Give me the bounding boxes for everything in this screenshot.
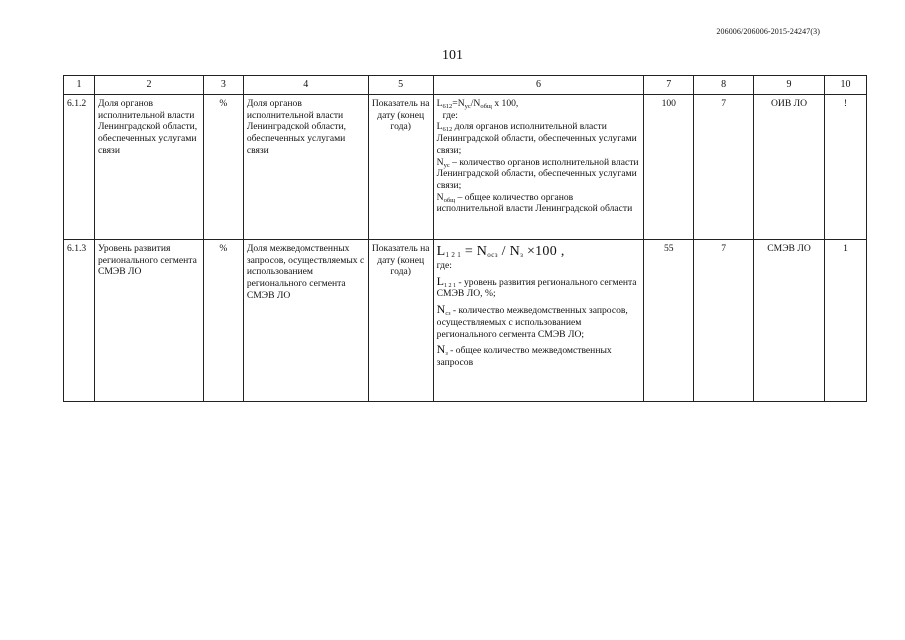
value-cell: 100 (644, 95, 694, 240)
formula-line: $L_{1 2 1} = N_{осз} / N_з \times 100$ , (436, 244, 565, 259)
formula-definition: $N_{сз}$ - количество межведомственных запросов, осуществляемых с использованием регионального сегмента СМЭВ ЛО; (436, 302, 628, 340)
header-cell: 2 (94, 76, 203, 95)
definition-cell: Доля органов исполнительной власти Ленинградской области, обеспеченных услугами связи (243, 95, 368, 240)
indicator-name: Уровень развития регионального сегмента СМЭВ ЛО (94, 240, 203, 402)
formula-where: где: (436, 260, 452, 272)
row-code: 6.1.3 (64, 240, 95, 402)
header-cell: 7 (644, 76, 694, 95)
value-cell: 55 (644, 240, 694, 402)
unit-cell: % (203, 95, 243, 240)
indicator-name: Доля органов исполнительной власти Ленинградской области, обеспеченных услугами связи (94, 95, 203, 240)
indicator-type-cell: Показатель на дату (конец года) (368, 240, 433, 402)
value-cell: 7 (694, 240, 754, 402)
value-cell: 7 (694, 95, 754, 240)
page-number: 101 (442, 48, 463, 63)
formula-where: где: (442, 109, 458, 121)
indicator-type-cell: Показатель на дату (конец года) (368, 95, 433, 240)
formula-line: $L_{612}=N_{ус}/N_{общ}$ x 100, (436, 98, 519, 110)
header-cell: 8 (694, 76, 754, 95)
header-cell: 1 (64, 76, 95, 95)
value-cell: 1 (824, 240, 866, 402)
table-row (64, 240, 867, 402)
table-row (64, 95, 867, 240)
header-cell: 10 (824, 76, 866, 95)
header-cell: 3 (203, 76, 243, 95)
unit-cell: % (203, 240, 243, 402)
formula-definition: $N_з$ - общее количество межведомственных запросов (436, 342, 612, 368)
responsible-cell: СМЭВ ЛО (754, 240, 825, 402)
value-cell: ! (824, 95, 866, 240)
header-cell: 6 (433, 76, 644, 95)
formula-definition: $L_{1 2 1}$ - уровень развития регионального сегмента СМЭВ ЛО, %; (436, 273, 637, 300)
formula-definition: $N_{общ}$ – общее количество органов исполнительной власти Ленинградской области (436, 191, 633, 215)
definition-cell: Доля межведомственных запросов, осуществляемых с использованием регионального сегмента СМЭВ ЛО (243, 240, 368, 402)
formula-definition: $N_{ус}$ – количество органов исполнительной власти Ленинградской области, обеспеченных услугами связи; (436, 156, 639, 191)
indicators-table (63, 75, 867, 402)
responsible-cell: ОИВ ЛО (754, 95, 825, 240)
header-cell: 4 (243, 76, 368, 95)
header-cell: 5 (368, 76, 433, 95)
table-header-row (64, 76, 867, 95)
formula-cell (433, 240, 644, 402)
formula-definition: $L_{612}$ доля органов исполнительной власти Ленинградской области, обеспеченных услугами связи; (436, 121, 637, 156)
formula-cell (433, 95, 644, 240)
header-cell: 9 (754, 76, 825, 95)
document-id: 206006/206006-2015-24247(3) (716, 27, 820, 36)
row-code: 6.1.2 (64, 95, 95, 240)
